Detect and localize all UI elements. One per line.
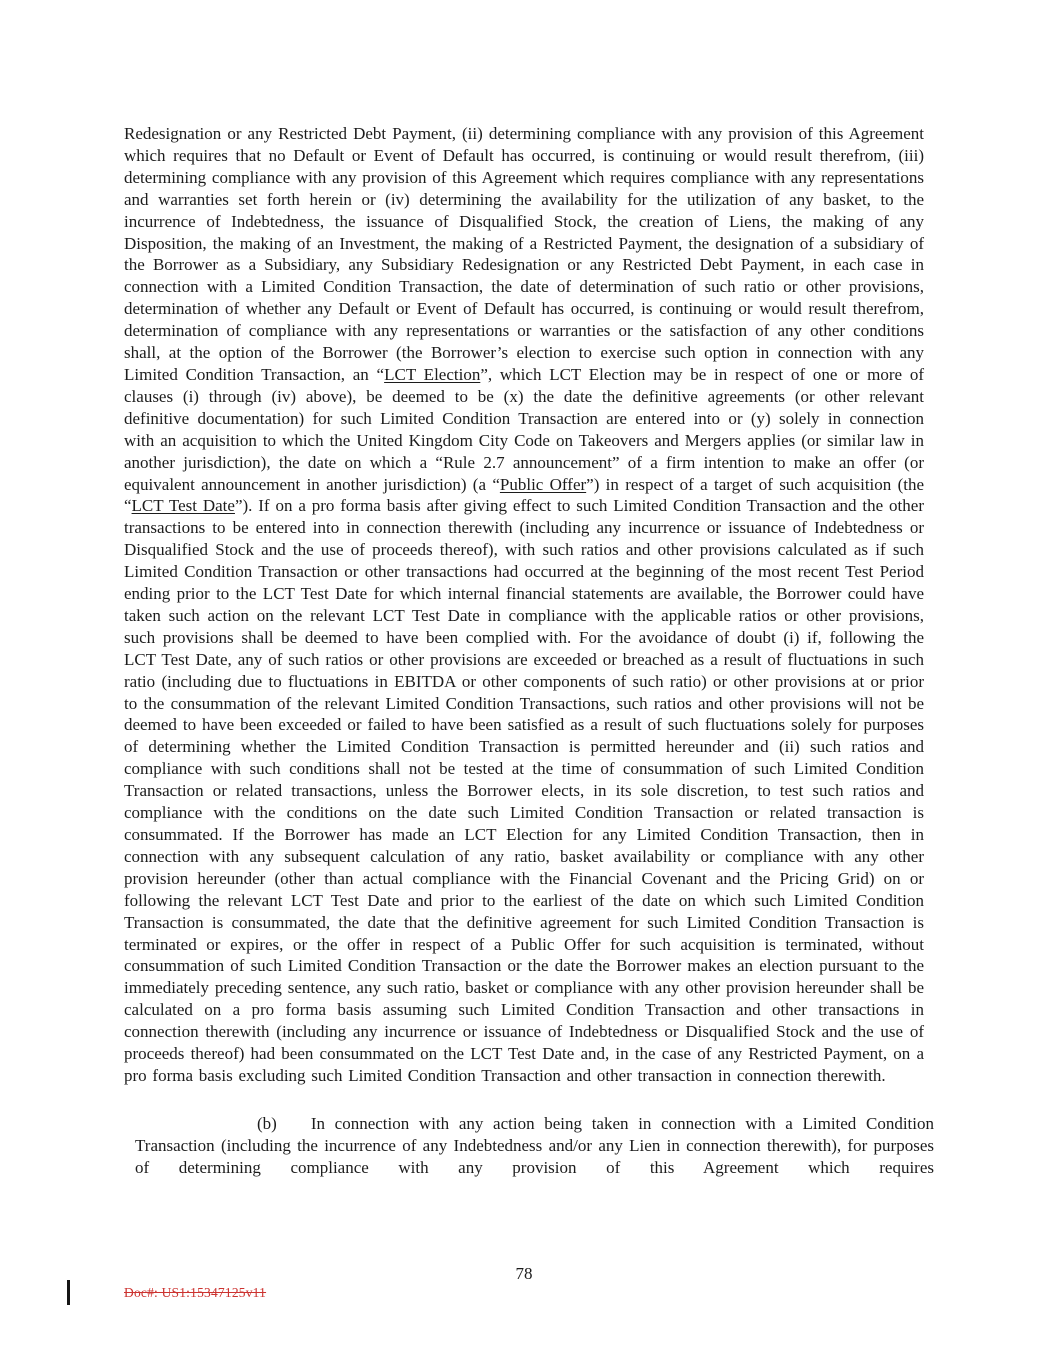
clause-b-paragraph [135,1113,934,1179]
continuation-paragraph [124,123,924,1087]
text-run: ”) in respect of a target of such acquisition (the “ [124,474,925,516]
page-number: 78 [515,1264,533,1283]
text-run: (b) [257,1113,277,1133]
doc-id-stamp: Doc#: US1:15347125v11 [124,1285,267,1300]
text-run: ”). If on a pro forma basis after giving effect to such Limited Condition Transaction and the other transactions to be entered into in connection therewith (including any incurrence or issuance of Indebtedness or Disqualified Stock and the use of proceeds thereof), with such ratios and other provisions calculated as if such Limited Condition Transaction or other transactions had occurred at the beginning of the most recent Test Period ending prior to the LCT Test Date for which internal financial statements are available, the Borrower could have taken such action on the relevant LCT Test Date in compliance with the applicable ratios or other provisions, such provisions shall be deemed to have been complied with. For the avoidance of doubt (i) if, following the LCT Test Date, any of such ratios or other provisions are exceeded or breached as a result of fluctuations in such ratio (including due to fluctuations in EBITDA or other components of such ratio) or other provisions at or prior to the consummation of the relevant Limited Condition Transactions, such ratios and other provisions will not be deemed to have been exceeded or failed to have been satisfied as a result of such fluctuations solely for purposes of determining whether the Limited Condition Transaction is permitted hereunder and (ii) such ratios and compliance with such conditions shall not be tested at the time of consummation of such Limited Condition Transaction or related transactions, unless the Borrower elects, in its sole discretion, to test such ratios and compliance with the conditions on the date such Limited Condition Transaction or related transaction is consummated. If the Borrower has made an LCT Election for any Limited Condition Transaction, then in connection with any subsequent calculation of any ratio, basket availability or compliance with any other provision hereunder (other than actual compliance with the Financial Covenant and the Pricing Grid) on or following the relevant LCT Test Date and prior to the earliest of the date on which such Limited Condition Transaction is consummated, the date that the definitive agreement for such Limited Condition Transaction is terminated or expires, or the offer in respect of a Public Offer for such acquisition is terminated, without consummation of such Limited Condition Transaction or the date the Borrower makes an election pursuant to the immediately preceding sentence, any such ratio, basket or compliance with any other provision hereunder shall be calculated on a pro forma basis assuming such Limited Condition Transaction and other transactions in connection therewith (including any incurrence or issuance of Indebtedness or Disqualified Stock and the use of proceeds thereof) had been consummated on the LCT Test Date and, in the case of any Restricted Payment, on a pro forma basis excluding such Limited Condition Transaction and other transaction in connection therewith. [124,496,924,1085]
defined-term-underline: LCT Election [384,364,481,384]
text-run: In connection with any action being taken in connection with a Limited Condition Transaction (including the incurrence of any Indebtedness and/or any Lien in connection therewith), for purposes of determining compliance with any provision of this Agreement which requires [135,1113,934,1177]
document-body [124,123,934,1179]
revision-change-bar [67,1280,70,1305]
text-run: Redesignation or any Restricted Debt Payment, (ii) determining compliance with any provision of this Agreement which requires that no Default or Event of Default has occurred, is continuing or would result therefrom, (iii) determining compliance with any provision of this Agreement which requires compliance with any representations and warranties set forth herein or (iv) determining the availability for the utilization of any basket, to the incurrence of Indebtedness, the issuance of Disqualified Stock, the creation of Liens, the making of any Disposition, the making of an Investment, the making of a Restricted Payment, the designation of a subsidiary of the Borrower as a Subsidiary, any Subsidiary Redesignation or any Restricted Debt Payment, in each case in connection with a Limited Condition Transaction, the date of determination of such ratio or other provisions, determination of whether any Default or Event of Default has occurred, is continuing or would result therefrom, determination of compliance with any representations or warranties or the satisfaction of any other conditions shall, at the option of the Borrower (the Borrower’s election to exercise such option in connection with any Limited Condition Transaction, an “ [124,124,924,384]
defined-term-underline: LCT Test Date [131,496,235,516]
defined-term-underline: Public Offer [499,474,587,494]
text-run: ”, which LCT Election may be in respect of one or more of clauses (i) through (iv) above), be deemed to be (x) the date the definitive agreements (or other relevant definitive documentation) for such Limited Condition Transaction are entered into or (y) solely in connection with an acquisition to which the United Kingdom City Code on Takeovers and Mergers applies (or similar law in another jurisdiction), the date on which a “Rule 2.7 announcement” of a firm intention to make an offer (or equivalent announcement in another jurisdiction) (a “ [124,364,924,494]
